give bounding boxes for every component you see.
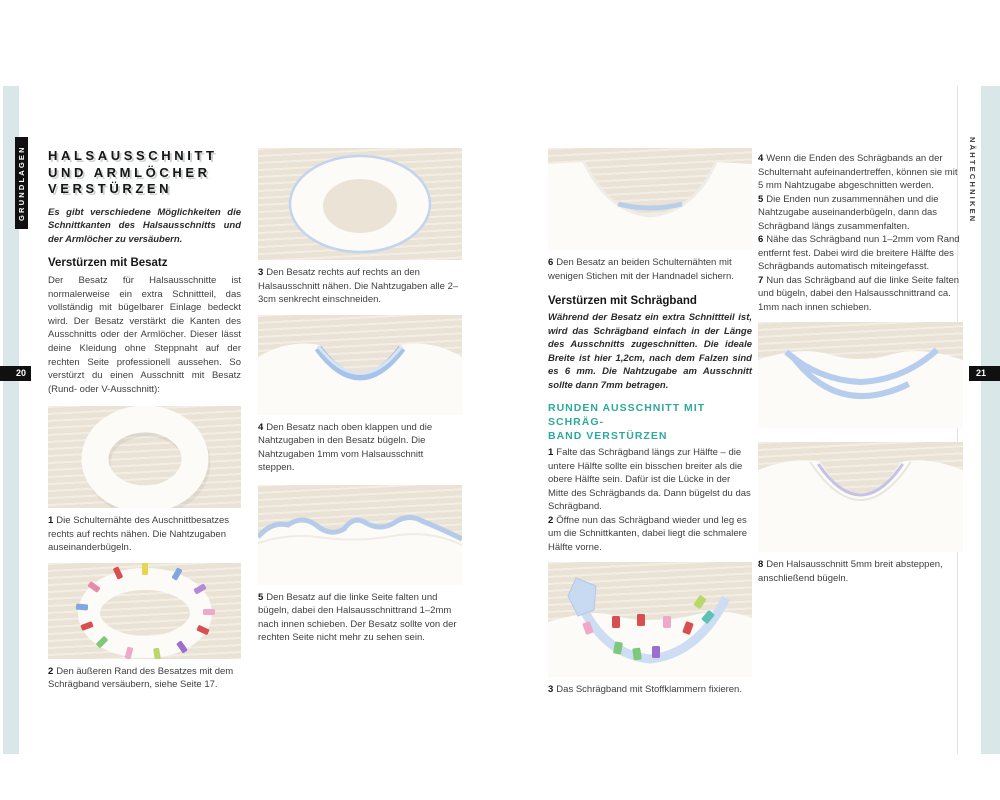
step-text: Den Besatz rechts auf rechts an den Halsausschnitt nähen. Die Nahtzugaben alle 2–3cm senkrecht einschneiden.	[258, 267, 459, 305]
page-number-left: 20	[0, 366, 31, 381]
photo-facing-folded-inside	[258, 485, 462, 585]
step-text: Öffne nun das Schrägband wieder und leg es um die Schnittkanten, dabei liegt die schmalere Hälfte vorne.	[548, 514, 748, 553]
section-heading-schraegband: Verstürzen mit Schrägband	[548, 295, 697, 307]
step-text: Wenn die Enden des Schrägbands an der Schulternaht aufeinandertreffen, können sie mit 5 mm Nahtzugabe abgeschnitten werden.	[758, 153, 958, 191]
step-text: Falte das Schrägband längs zur Hälfte – die untere Hälfte sollte ein bisschen breiter als die obere Hälfte sein. Dafür ist die Lücke in der Mitte des Schrägbands da. Dann bügelst du das Schrägband.	[548, 447, 751, 512]
chapter-tab-naehtechniken: NÄHTECHNIKEN	[968, 137, 977, 224]
step-paragraph	[548, 446, 752, 514]
caption-step	[258, 421, 462, 475]
step-number: 1	[48, 515, 54, 527]
section-heading-besatz: Verstürzen mit Besatz	[48, 257, 168, 269]
step-paragraph	[758, 274, 963, 315]
step-number: 3	[258, 267, 264, 278]
step-number: 5	[258, 591, 264, 603]
step-paragraph	[758, 152, 963, 193]
step-paragraph	[758, 193, 963, 234]
step-number: 1	[548, 447, 554, 458]
right-page-column-2	[758, 148, 963, 585]
caption-step	[548, 256, 752, 283]
photo-facing-sewn-to-neckline	[258, 148, 462, 260]
page-title: HALSAUSSCHNITT UND ARMLÖCHER VERSTÜRZEN	[48, 148, 218, 196]
step-number: 8	[758, 559, 764, 570]
chapter-tab-grundlagen: GRUNDLAGEN	[15, 137, 28, 229]
left-page-column-2	[258, 148, 462, 645]
section-body-besatz: Der Besatz für Halsausschnitte ist normalerweise ein extra Schnittteil, das vollständig mit bügelbarer Einlage bedeckt wird. Der Besatz verstärkt die Kanten des Ausschnitts oder der Armlöcher. Dieser lässt deine Kleidung ohne Steppnaht auf der rechten Seite professionell aussehen. So verstürzt du einen Ausschnitt mit Besatz (Rund- oder V-Ausschnitt):	[48, 275, 241, 395]
caption-step	[48, 665, 241, 692]
caption-step	[258, 266, 462, 307]
sub-section-heading-teal: RUNDEN AUSSCHNITT MIT SCHRÄG- BAND VERSTÜRZEN	[548, 402, 706, 442]
right-page-column-1	[548, 148, 752, 697]
step-number: 5	[758, 193, 764, 205]
step-number: 6	[758, 234, 764, 245]
step-text: Den Besatz nach oben klappen und die Nahtzugaben in den Besatz bügeln. Die Nahtzugaben 1mm vom Halsausschnitt steppen.	[258, 421, 433, 473]
step-text: Die Schulternähte des Auschnittbesatzes rechts auf rechts nähen. Die Nahtzugaben auseinanderbügeln.	[48, 515, 229, 554]
step-text: Den äußeren Rand des Besatzes mit dem Schrägband versäubern, siehe Seite 17.	[48, 665, 234, 691]
step-number: 4	[758, 153, 764, 164]
photo-facing-pressed-up	[258, 315, 462, 415]
step-text: Die Enden nun zusammennähen und die Nahtzugabe auseinanderbügeln, dann das Schrägband längs zusammenfalten.	[758, 193, 939, 232]
step-paragraph	[548, 514, 752, 555]
step-number: 2	[48, 665, 54, 677]
step-paragraph	[758, 233, 963, 274]
step-text: Das Schrägband mit Stoffklammern fixieren.	[556, 684, 742, 695]
photo-ring-with-clips	[48, 563, 241, 659]
step-text: Den Besatz an beiden Schulternähten mit wenigen Stichen mit der Handnadel sichern.	[548, 257, 734, 282]
caption-step	[258, 591, 462, 645]
page-number-right: 21	[969, 366, 1000, 381]
caption-step	[758, 558, 963, 585]
step-number: 6	[548, 257, 554, 268]
step-number: 4	[258, 421, 264, 433]
step-number: 7	[758, 274, 764, 286]
photo-finished-neckline	[758, 442, 963, 552]
photo-facing-secured	[548, 148, 752, 250]
intro-text: Es gibt verschiedene Möglichkeiten die Schnittkanten des Halsausschnitts und der Armlöcher zu versäubern.	[48, 206, 241, 245]
photo-bias-tape-clipped	[548, 562, 752, 677]
step-text: Den Besatz auf die linke Seite falten und bügeln, dabei den Halsausschnittrand 1–2mm nach innen schieben. Der Besatz sollte von der rechten Seite nicht mehr zu sehen sein.	[258, 591, 457, 643]
step-text: Nun das Schrägband auf die linke Seite falten und bügeln, dabei den Halsausschnittrand ca. 1mm nach innen schieben.	[758, 274, 960, 313]
step-number: 3	[548, 684, 554, 695]
step-text: Nähe das Schrägband nun 1–2mm vom Rand entfernt fest. Dabei wird die breitere Hälfte des Schrägbands automatisch miteingefasst.	[758, 234, 960, 272]
caption-step	[548, 683, 752, 697]
right-cover-strip	[981, 86, 1000, 754]
photo-bias-tape-sewn	[758, 322, 963, 428]
step-text: Den Halsausschnitt 5mm breit absteppen, anschließend bügeln.	[758, 559, 943, 584]
left-page-column-1	[48, 148, 241, 692]
schraegband-intro: Während der Besatz ein extra Schnittteil ist, wird das Schrägband einfach in der Länge des Ausschnitts zugeschnitten. Die ideale Breite ist hier 1,2cm, nach dem Falzen sind es 6 mm. Die Nahtzugabe am Ausschnitt sollte dann 7mm betragen.	[548, 312, 752, 391]
photo-facing-ring	[48, 406, 241, 508]
step-number: 2	[548, 514, 554, 526]
caption-step	[48, 514, 241, 555]
